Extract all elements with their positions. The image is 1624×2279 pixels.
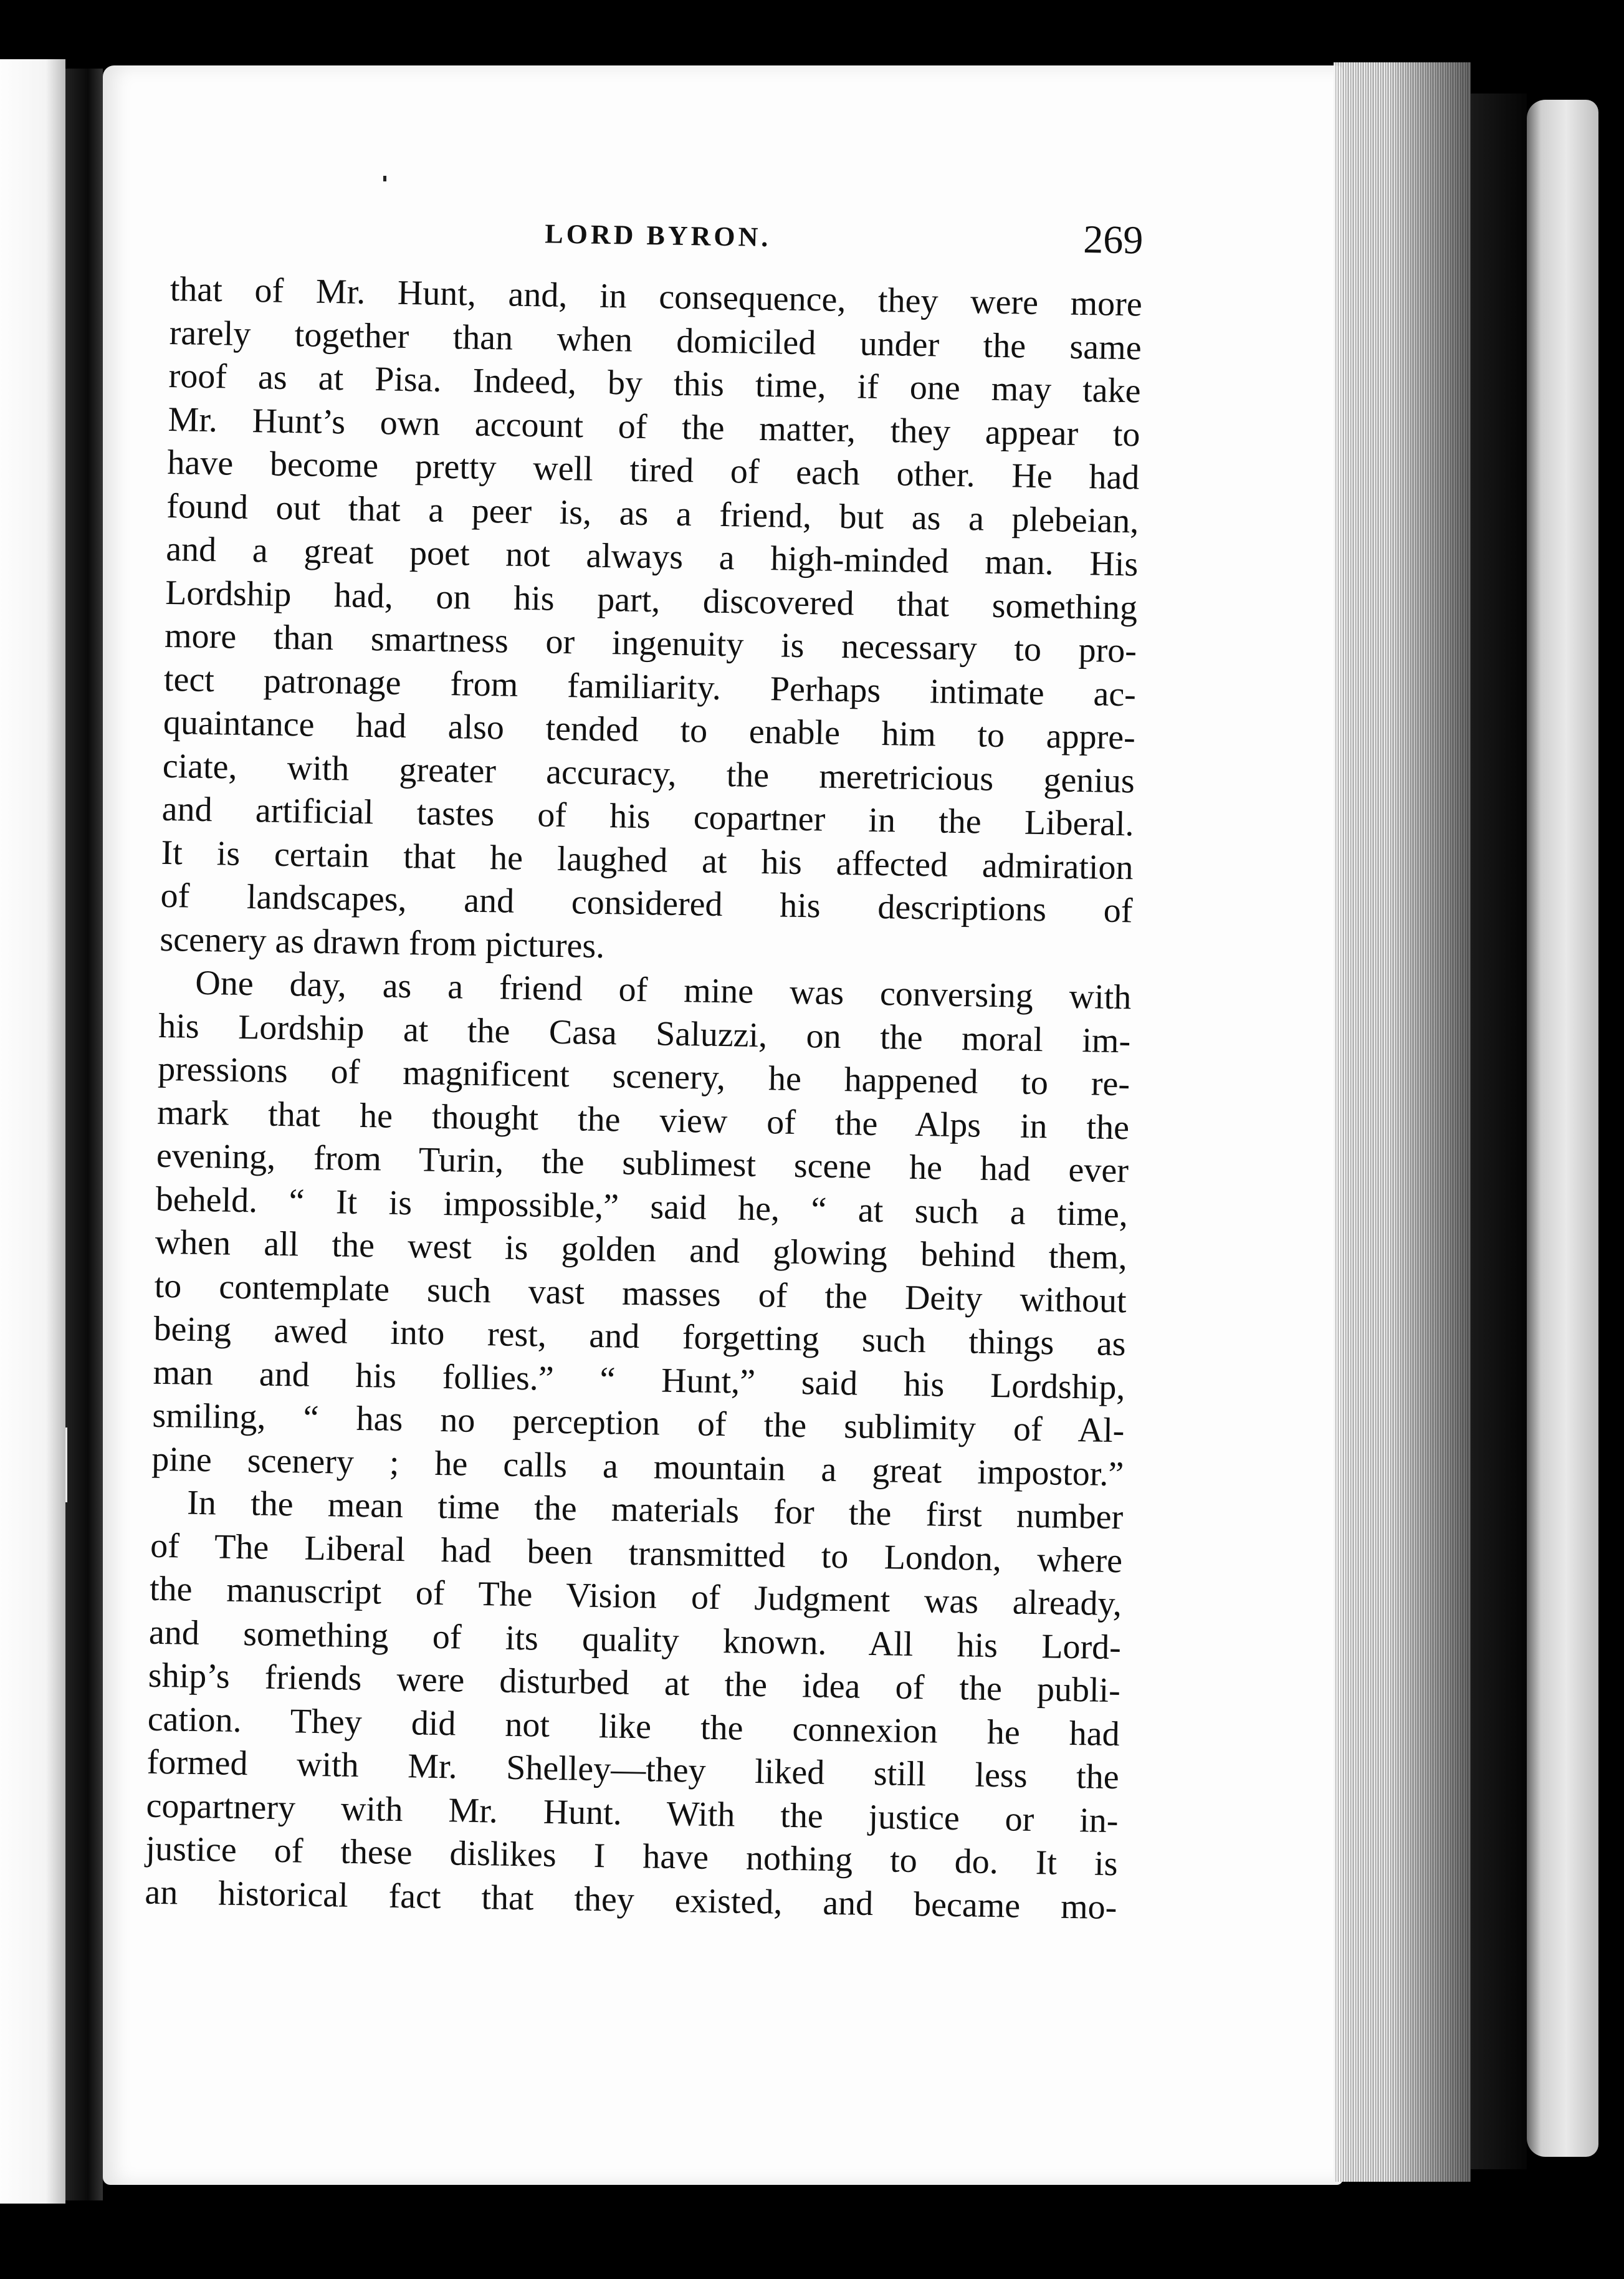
- text-line: roof as at Pisa. Indeed, by this time, if one may take: [168, 356, 1142, 411]
- text-line: quaintance had also tended to enable him to appre-: [163, 703, 1136, 757]
- ink-speck: [383, 176, 386, 181]
- ink-speck: [65, 1427, 67, 1502]
- book-gutter: [65, 69, 103, 2200]
- page-number: 269: [1082, 216, 1144, 262]
- text-line: It is certain that he laughed at his affected admiration: [161, 833, 1134, 887]
- text-line: tect patronage from familiarity. Perhaps intimate ac-: [163, 660, 1137, 714]
- page-block-shadow: [1334, 62, 1471, 2182]
- body-text: [145, 268, 1142, 1929]
- text-line: being awed into rest, and forgetting such things as: [153, 1309, 1126, 1364]
- text-line: rarely together than when domiciled under the same: [169, 313, 1142, 367]
- text-line: and something of its quality known. All his Lord-: [148, 1613, 1122, 1667]
- text-line: more than smartness or ingenuity is necessary to pro-: [164, 616, 1137, 671]
- text-line: an historical fact that they existed, and became mo-: [145, 1873, 1117, 1927]
- text-line: of The Liberal had been transmitted to London, where: [150, 1526, 1123, 1580]
- text-line: pine scenery ; he calls a mountain a great impostor.”: [151, 1439, 1124, 1494]
- text-line: mark that he thought the view of the Alps in the: [156, 1093, 1130, 1147]
- text-line: his Lordship at the Casa Saluzzi, on the moral im-: [158, 1006, 1131, 1060]
- text-line: formed with Mr. Shelley—they liked still less the: [146, 1742, 1120, 1797]
- book-cover-shadow: [1471, 94, 1527, 2169]
- text-line: evening, from Turin, the sublimest scene he had ever: [156, 1136, 1129, 1191]
- text-line: beheld. “ It is impossible,” said he, “ at such a time,: [155, 1179, 1129, 1234]
- text-line: that of Mr. Hunt, and, in consequence, they were more: [170, 269, 1143, 324]
- text-line: copartnery with Mr. Hunt. With the justice or in-: [146, 1786, 1119, 1840]
- text-line: to contemplate such vast masses of the Deity without: [154, 1266, 1127, 1320]
- facing-page-edge: [0, 59, 65, 2204]
- text-line: justice of these dislikes I have nothing to do. It is: [145, 1829, 1118, 1884]
- running-head-title: LORD BYRON.: [544, 218, 771, 253]
- text-line: smiling, “ has no perception of the sublimity of Al-: [152, 1396, 1125, 1451]
- text-line: man and his follies.” “ Hunt,” said his Lordship,: [153, 1353, 1125, 1407]
- text-line: the manuscript of The Vision of Judgment was already,: [149, 1569, 1122, 1624]
- text-line: In the mean time the materials for the first number: [186, 1483, 1124, 1537]
- text-line: Lordship had, on his part, discovered that something: [165, 573, 1138, 627]
- text-line: One day, as a friend of mine was conversing with: [194, 963, 1132, 1017]
- text-line: ciate, with greater accuracy, the meretricious genius: [162, 746, 1135, 800]
- text-line: and a great poet not always a high-minded man. His: [165, 529, 1139, 584]
- text-line: pressions of magnificent scenery, he happened to re-: [157, 1049, 1130, 1104]
- book-cover-board: [1527, 100, 1598, 2157]
- text-line: have become pretty well tired of each other. He had: [167, 443, 1140, 497]
- text-line: ship’s friends were disturbed at the idea of the publi-: [148, 1656, 1121, 1710]
- text-line: when all the west is golden and glowing behind them,: [155, 1222, 1128, 1277]
- text-line: and artificial tastes of his copartner in the Liberal.: [161, 789, 1135, 844]
- text-line: found out that a peer is, as a friend, but as a plebeian,: [166, 486, 1139, 540]
- text-line: cation. They did not like the connexion he had: [147, 1699, 1120, 1754]
- text-line: of landscapes, and considered his descriptions of: [160, 876, 1133, 931]
- text-line: scenery as drawn from pictures.: [160, 919, 605, 966]
- text-line: Mr. Hunt’s own account of the matter, they appear to: [168, 400, 1140, 454]
- page-text-block: [145, 206, 1144, 1929]
